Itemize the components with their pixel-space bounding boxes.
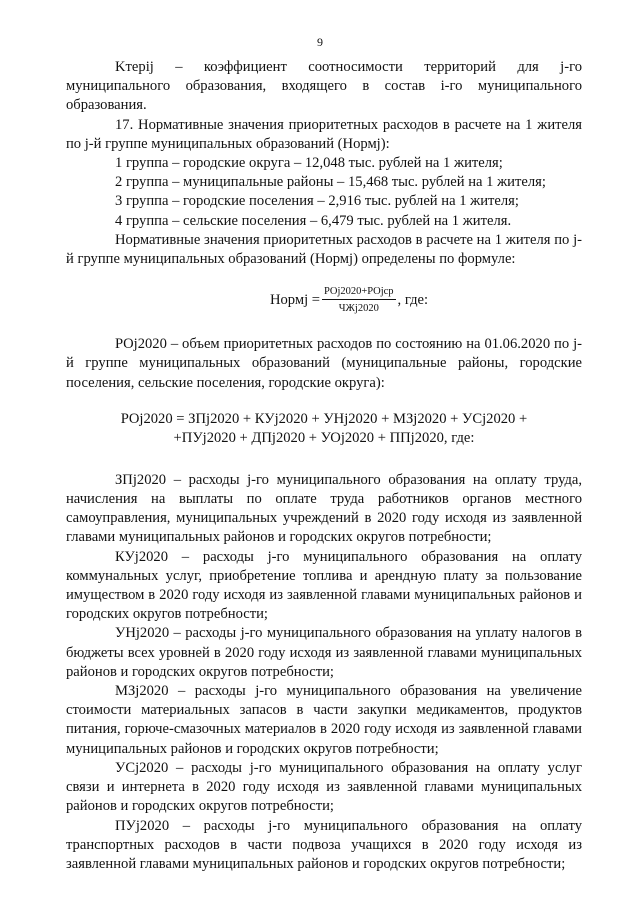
paragraph-zpj-definition: ЗПj2020 – расходы j-го муниципального образования на оплату труда, начисления на выплаты по оплате труда работников органов местного самоуправления, муниципальных учреждений в 2020 году исходя из заявленной главами муниципальных районов и городских округов потребности; — [66, 471, 582, 546]
document-body — [66, 58, 582, 874]
paragraph-kuj-definition: КУj2020 – расходы j-го муниципального образования на оплату коммунальных услуг, приобретение топлива и арендную плату за пользование имуществом в 2020 году исходя из заявленной главами муниципальных районов и городских округов потребности; — [66, 548, 582, 623]
formula-norm — [116, 285, 582, 315]
page-number: 9 — [317, 35, 323, 49]
paragraph-puj-definition: ПУj2020 – расходы j-го муниципального образования на оплату транспортных расходов в части подвоза учащихся в 2020 году исходя из заявленной главами муниципальных районов и городских округов потребности; — [66, 817, 582, 872]
paragraph-norm-intro: Нормативные значения приоритетных расходов в расчете на 1 жителя по j-й группе муниципальных образований (Нормj) определены по формуле: — [66, 231, 582, 268]
paragraph-item-17: 17. Нормативные значения приоритетных расходов в расчете на 1 жителя по j-й группе муниципальных образований (Нормj): — [66, 116, 582, 152]
paragraph-k-ter-definition: Kтерij – коэффициент соотносимости территорий для j-го муниципального образования, входящего в состав i-го муниципального образования. — [66, 59, 582, 114]
paragraph-roj-definition: POj2020 – объем приоритетных расходов по состоянию на 01.06.2020 по j-й группе муниципальных образований (муниципальные районы, городские поселения, сельские поселения, городские округа): — [66, 336, 582, 391]
group-line-1: 1 группа – городские округа – 12,048 тыс. рублей на 1 жителя; — [115, 155, 503, 172]
group-line-3: 3 группа – городские поселения – 2,916 тыс. рублей на 1 жителя; — [115, 193, 519, 210]
paragraph-mzj-definition: МЗj2020 – расходы j-го муниципального образования на увеличение стоимости материальных запасов в части закупки медикаментов, продуктов питания, горюче-смазочных материалов в 2020 году исходя из заявленной главами муниципальных районов и городских округов потребности; — [66, 683, 582, 757]
paragraph-usj-definition: УСj2020 – расходы j-го муниципального образования на оплату услуг связи и интернета в 2020 году исходя из заявленной главами муниципальных районов и городских округов потребности; — [66, 759, 582, 815]
paragraph-unj-definition: УНj2020 – расходы j-го муниципального образования на уплату налогов в бюджеты всех уровней в 2020 году исходя из заявленной главами муниципальных районов и городских округов потребности; — [66, 625, 582, 680]
group-line-2: 2 группа – муниципальные районы – 15,468 тыс. рублей на 1 жителя; — [115, 174, 546, 191]
group-line-4: 4 группа – сельские поселения – 6,479 тыс. рублей на 1 жителя. — [115, 212, 512, 229]
formula-roj — [66, 410, 582, 449]
formula-norm-suffix: , где: — [397, 291, 429, 308]
formula-norm-denominator: ЧЖj2020 — [338, 303, 379, 315]
formula-roj-line-2: +ПУj2020 + ДПj2020 + УОj2020 + ППj2020, где: — [173, 430, 475, 447]
formula-norm-fraction — [322, 285, 396, 315]
formula-norm-lhs: Нормj = — [269, 291, 321, 308]
formula-roj-line-1: POj2020 = ЗПj2020 + КУj2020 + УНj2020 + МЗj2020 + УСj2020 + — [120, 410, 528, 427]
formula-norm-numerator: POj2020+POjср — [322, 285, 396, 300]
